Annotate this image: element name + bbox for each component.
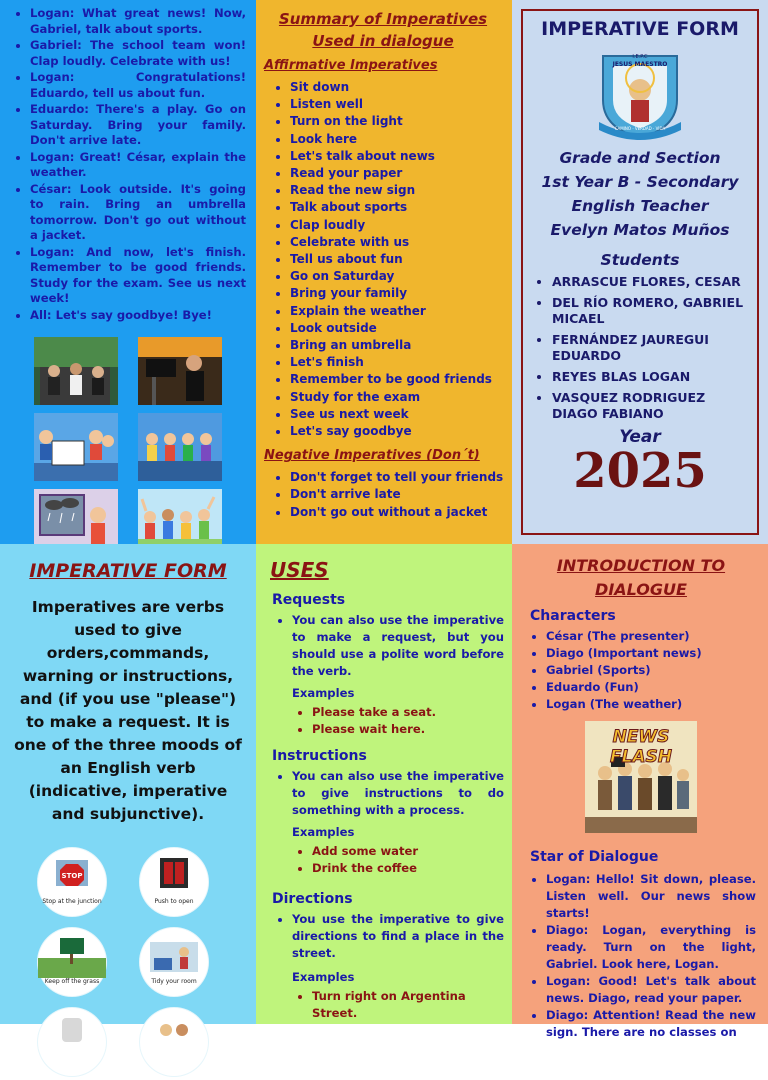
teacher-heading: English Teacher (571, 197, 709, 215)
dialogue-line: • Eduardo: There's a play. Go on Saturday. Bring your family. Don't arrive late. (30, 102, 246, 149)
uses-title: USES (270, 558, 329, 582)
negative-heading: Negative Imperatives (Don´t) (264, 448, 480, 464)
sign-partial-icon (140, 1008, 208, 1076)
stop-sign-icon (38, 848, 106, 916)
cartoon-board-photo (34, 413, 118, 481)
character-item: • César (The presenter) (546, 628, 756, 645)
list-item: • Look outside (290, 320, 504, 337)
sign-caption: Tidy your room (151, 978, 197, 985)
svg-text:STOP: STOP (61, 872, 83, 880)
crest-arc-text: JESUS MAESTRO (612, 61, 668, 68)
news-flash-text: NEWS FLASH (609, 727, 673, 767)
list-item: • Turn on the light (290, 113, 504, 130)
intro-title-line2: DIALOGUE (595, 580, 687, 599)
section-text: • You use the imperative to give directions to find a place in the street. (292, 911, 504, 962)
dialogue-line: • Diago: Logan, everything is ready. Turn on the light, Gabriel. Look here, Logan. (546, 922, 756, 973)
examples-list (270, 988, 504, 1022)
examples-label: Examples (292, 970, 355, 984)
section-heading: Directions (272, 891, 353, 907)
affirmative-heading: Affirmative Imperatives (264, 58, 438, 73)
dialogue-line: • Diago: Attention! Read the new sign. There are no classes on (546, 1007, 756, 1041)
star-dialogue-list (526, 871, 756, 1041)
example-item: • Add some water (312, 843, 504, 860)
dialogue-list (18, 6, 246, 323)
list-item: • Listen well (290, 96, 504, 113)
list-item: • Bring an umbrella (290, 337, 504, 354)
list-item: • Let's finish (290, 354, 504, 371)
grade-value: 1st Year B - Secondary (541, 173, 739, 191)
dialogue-line: • Logan: Great! César, explain the weather. (30, 150, 246, 181)
section-heading: Requests (272, 592, 346, 608)
negative-list (262, 469, 504, 521)
summary-title-line1: Summary of Imperatives (278, 10, 488, 28)
section-text: • You can also use the imperative to give instructions to do something with a process. (292, 768, 504, 819)
intro-title-line1: INTRODUCTION TO (556, 556, 726, 575)
crest-top-text: I.E.P.C (632, 54, 648, 60)
list-item: • Talk about sports (290, 199, 504, 216)
sign-grid (38, 848, 246, 1076)
definition-text: Imperatives are verbs used to give orders,commands, warning or instructions, and (if you use "please") to make a request. It is one of the three moods of an English verb (indicative, imperative and subjunctive). (14, 598, 242, 823)
dialogue-line: • All: Let's say goodbye! Bye! (30, 308, 246, 324)
example-item: • Please wait here. (312, 721, 504, 738)
news-flash-image (585, 721, 697, 833)
list-item: • Don't forget to tell your friends (290, 469, 504, 486)
dialogue-line: • Gabriel: The school team won! Clap loudly. Celebrate with us! (30, 38, 246, 69)
list-item: • Read your paper (290, 165, 504, 182)
list-item: • Remember to be good friends (290, 371, 504, 388)
list-item: • Study for the exam (290, 389, 504, 406)
star-dialogue-heading: Star of Dialogue (530, 849, 659, 865)
section-text-list (270, 768, 504, 819)
students-list (520, 274, 760, 422)
summary-title-line2: Used in dialogue (312, 32, 454, 50)
definition-panel (0, 544, 256, 1024)
list-item: • Don't go out without a jacket (290, 504, 504, 521)
year-value: 2025 (573, 443, 707, 499)
list-item: • See us next week (290, 406, 504, 423)
definition-title: IMPERATIVE FORM (29, 560, 227, 582)
examples-label: Examples (292, 825, 355, 839)
intro-title (526, 554, 756, 602)
list-item: • Go on Saturday (290, 268, 504, 285)
dialogue-line: • César: Look outside. It's going to rain. Bring an umbrella tomorrow. Don't go out without a jacket. (30, 182, 246, 244)
dialogue-line: • Logan: Good! Let's talk about news. Diago, read your paper. (546, 973, 756, 1007)
student-item: • ARRASCUE FLORES, CESAR (552, 274, 754, 290)
school-crest-logo (595, 48, 685, 142)
crest-bottom-text: CAMINO · VERDAD · VIDA (614, 126, 666, 131)
dialogue-line: • Logan: Hello! Sit down, please. Listen well. Our news show starts! (546, 871, 756, 922)
affirmative-list (262, 79, 504, 440)
summary-title (262, 8, 504, 52)
character-item: • Diago (Important news) (546, 645, 756, 662)
students-heading: Students (600, 251, 680, 269)
character-item: • Gabriel (Sports) (546, 662, 756, 679)
section-heading: Instructions (272, 748, 367, 764)
character-item: • Eduardo (Fun) (546, 679, 756, 696)
example-item: • Please take a seat. (312, 704, 504, 721)
list-item: • Don't arrive late (290, 486, 504, 503)
list-item: • Celebrate with us (290, 234, 504, 251)
examples-list (270, 843, 504, 877)
student-item: • VASQUEZ RODRIGUEZ DIAGO FABIANO (552, 390, 754, 422)
year-label: Year (619, 427, 661, 447)
sign-caption: Push to open (154, 898, 194, 905)
list-item: • Sit down (290, 79, 504, 96)
dialogue-line: • Logan: And now, let's finish. Remember to be good friends. Study for the exam. See us next week! (30, 245, 246, 307)
camera-operator-photo (138, 337, 222, 405)
student-item: • REYES BLAS LOGAN (552, 369, 754, 385)
example-item: • Drink the coffee (312, 860, 504, 877)
cartoon-kids-photo (138, 413, 222, 481)
student-item: • FERNÁNDEZ JAUREGUI EDUARDO (552, 332, 754, 364)
student-item: • DEL RÍO ROMERO, GABRIEL MICAEL (552, 295, 754, 327)
list-item: • Look here (290, 131, 504, 148)
list-item: • Clap loudly (290, 217, 504, 234)
cover-content (520, 18, 760, 499)
push-door-icon (140, 848, 208, 916)
photo-grid (34, 337, 246, 557)
summary-panel (256, 0, 512, 544)
section-text: • You can also use the imperative to make a request, but you should use a polite word before the verb. (292, 612, 504, 680)
uses-panel (256, 544, 512, 1024)
example-item: • Turn right on Argentina Street. (312, 988, 504, 1022)
tidy-room-icon (140, 928, 208, 996)
sign-caption: Stop at the junction (42, 898, 102, 905)
examples-list (270, 704, 504, 738)
sign-caption: Keep off the grass (44, 978, 100, 985)
list-item: • Tell us about fun (290, 251, 504, 268)
dialogue-panel (0, 0, 256, 544)
list-item: • Let's talk about news (290, 148, 504, 165)
list-item: • Explain the weather (290, 303, 504, 320)
cover-panel (512, 0, 768, 544)
characters-heading: Characters (530, 608, 616, 624)
examples-label: Examples (292, 686, 355, 700)
grade-heading: Grade and Section (559, 149, 721, 167)
character-item: • Logan (The weather) (546, 696, 756, 713)
list-item: • Read the new sign (290, 182, 504, 199)
studio-photo (34, 337, 118, 405)
characters-list (526, 628, 756, 713)
dialogue-line: • Logan: Congratulations! Eduardo, tell us about fun. (30, 70, 246, 101)
sign-partial-icon (38, 1008, 106, 1076)
dialogue-line: • Logan: What great news! Now, Gabriel, talk about sports. (30, 6, 246, 37)
intro-panel (512, 544, 768, 1039)
list-item: • Bring your family (290, 285, 504, 302)
list-item: • Let's say goodbye (290, 423, 504, 440)
section-text-list (270, 612, 504, 680)
cover-title: IMPERATIVE FORM (541, 18, 739, 40)
grass-sign-icon (38, 928, 106, 996)
section-text-list (270, 911, 504, 962)
teacher-name: Evelyn Matos Muños (550, 221, 730, 239)
